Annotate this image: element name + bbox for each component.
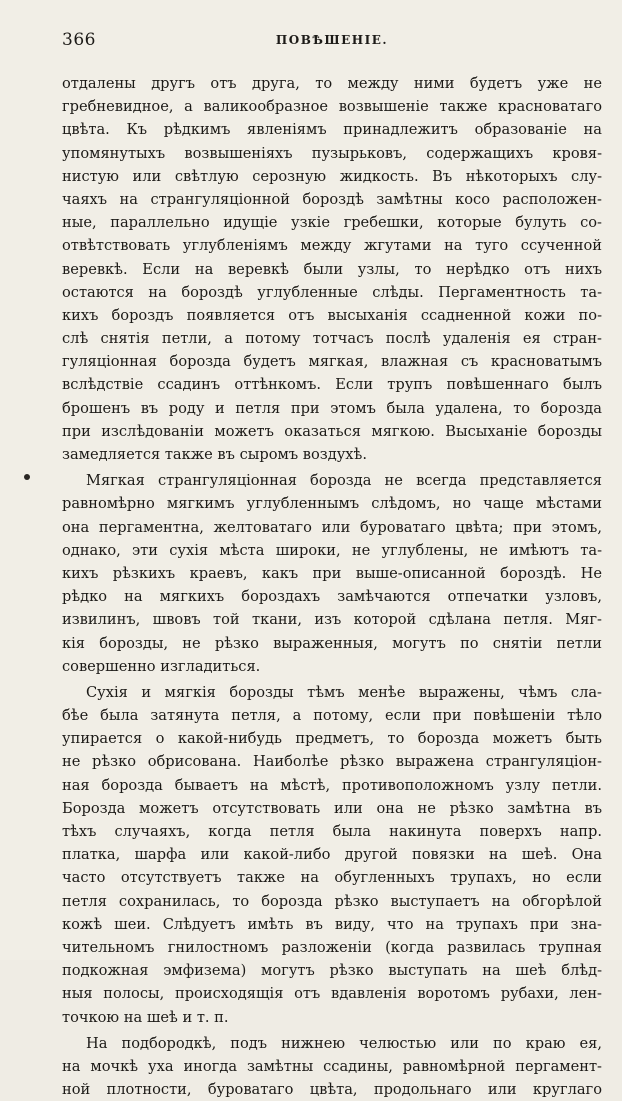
paragraph [62,1032,602,1101]
text-line: гуляціонная борозда будетъ мягкая, влажная съ красноватымъ [62,353,602,371]
page-number: 366 [62,30,96,50]
margin-dot-mark [24,474,30,480]
text-line: замедляется также въ сыромъ воздухѣ. [62,446,367,463]
text-line: упомянутыхъ возвышеніяхъ пузырьковъ, содержащихъ кровя- [62,144,602,162]
text-line: не рѣзко обрисована. Наиболѣе рѣзко выражена странгуляціон- [62,753,602,771]
text-line: чаяхъ на странгуляціонной бороздѣ замѣтны косо расположен- [62,190,602,208]
body-text [62,72,602,1101]
text-line: кія борозды, не рѣзко выраженныя, могутъ по снятіи петли [62,634,602,652]
text-line: гребневидное, а валикообразное возвышеніе также красноватаго [62,98,602,116]
text-line: тѣхъ случаяхъ, когда петля была накинута поверхъ напр. [62,823,602,840]
text-line: извилинъ, швовъ той ткани, изъ которой сдѣлана петля. Мяг- [62,611,602,629]
text-line: упирается о какой-нибудь предметъ, то борозда можетъ быть [62,730,602,748]
text-line: брошенъ въ роду и петля при этомъ была удалена, то борозда [62,399,602,417]
text-line: подкожная эмфизема) могутъ рѣзко выступать на шеѣ блѣд- [62,962,602,980]
text-line: ныя полосы, происходящія отъ вдавленія воротомъ рубахи, лен- [62,985,602,1003]
text-line: ная борозда бываетъ на мѣстѣ, противоположномъ узлу петли. [62,776,602,794]
paragraph [62,681,602,1029]
text-line: остаются на бороздѣ углубленные слѣды. Пергаментность та- [62,283,602,301]
text-line: кожѣ шеи. Слѣдуетъ имѣть въ виду, что на трупахъ при зна- [62,915,602,933]
text-line: Мягкая странгуляціонная борозда не всегда представляется [86,472,602,490]
text-line: рѣдко на мягкихъ бороздахъ замѣчаются отпечатки узловъ, [62,588,602,606]
text-line: Сухія и мягкія борозды тѣмъ менѣе выражены, чѣмъ сла- [86,683,602,701]
text-line: платка, шарфа или какой-либо другой повязки на шеѣ. Она [62,846,602,864]
text-line: равномѣрно мягкимъ углубленнымъ слѣдомъ, но чаще мѣстами [62,495,602,513]
text-line: при изслѣдованіи можетъ оказаться мягкою. Высыханіе борозды [62,422,602,440]
running-head: ПОВѢШЕНІЕ. [275,33,389,47]
text-line: отвѣтствовать углубленіямъ между жгутами на туго ссученной [62,237,602,255]
text-line: на мочкѣ уха иногда замѣтны ссадины, равномѣрной пергамент- [62,1057,602,1075]
text-line: вслѣдствіе ссадинъ оттѣнкомъ. Если трупъ повѣшеннаго былъ [62,376,602,394]
text-line: кихъ бороздъ появляется отъ высыханія ссадненной кожи по- [62,306,602,324]
text-line: отдалены другъ отъ друга, то между ними будетъ уже не [62,75,602,92]
text-line: ной плотности, буроватаго цвѣта, продольнаго или круглаго [62,1081,602,1099]
text-line: совершенно изгладиться. [62,657,261,675]
text-line: веревкѣ. Если на веревкѣ были узлы, то нерѣдко отъ нихъ [62,260,602,278]
text-line: часто отсутствуетъ также на обугленныхъ трупахъ, но если [62,869,602,887]
text-line: ные, параллельно идущіе узкіе гребешки, которые булуть со- [62,214,602,232]
text-line: кихъ рѣзкихъ краевъ, какъ при выше-описанной бороздѣ. Не [62,564,602,582]
page-header [62,30,602,54]
paragraph [62,469,602,678]
paragraph [62,72,602,466]
text-line: однако, эти сухія мѣста широки, не углублены, не имѣютъ та- [62,541,602,559]
text-line: петля сохранилась, то борозда рѣзко выступаетъ на обгорѣлой [62,892,602,910]
text-line: Борозда можетъ отсутствовать или она не рѣзко замѣтна въ [62,799,602,817]
text-line: она пергаментна, желтоватаго или буроватаго цвѣта; при этомъ, [62,518,602,536]
text-line: точкою на шеѣ и т. п. [62,1008,229,1026]
text-line: цвѣта. Къ рѣдкимъ явленіямъ принадлежитъ образованіе на [62,121,602,139]
text-line: слѣ снятія петли, а потому тотчасъ послѣ удаленія ея стран- [62,330,602,348]
text-line: На подбородкѣ, подъ нижнею челюстью или по краю ея, [86,1034,602,1052]
text-line: чительномъ гнилостномъ разложеніи (когда развилась трупная [62,938,602,956]
text-line: нистую или свѣтлую серозную жидкость. Въ нѣкоторыхъ слу- [62,167,602,185]
text-line: бѣе была затянута петля, а потому, если при повѣшеніи тѣло [62,707,602,725]
